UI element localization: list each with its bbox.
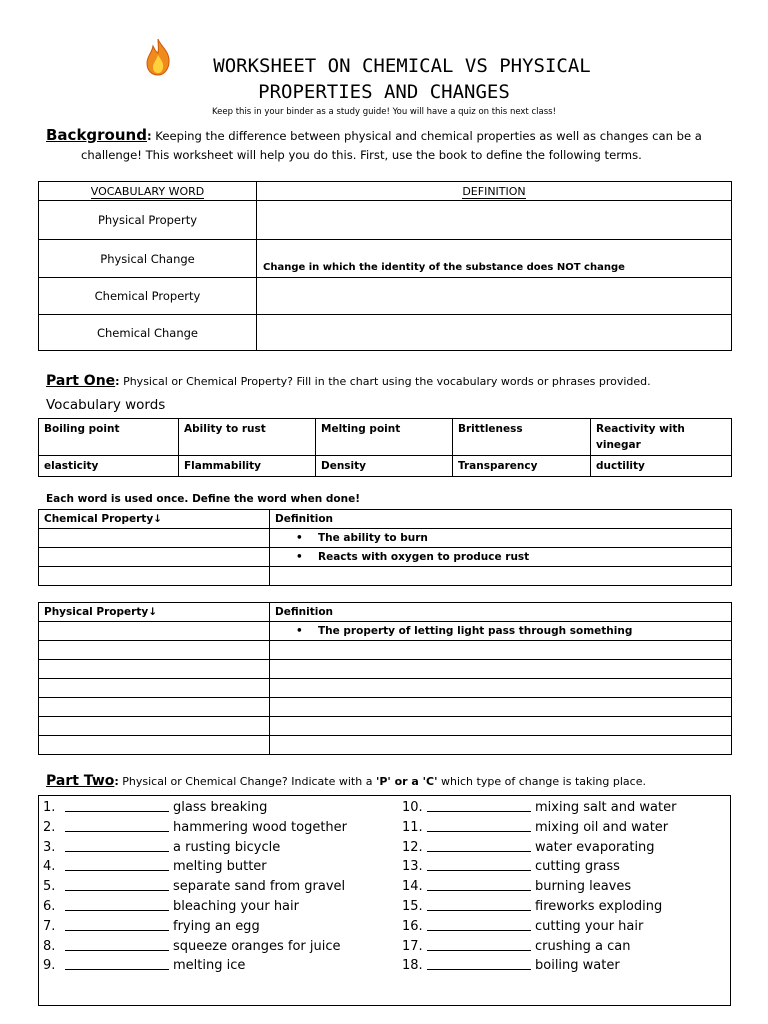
- vocab-word: Brittleness: [453, 419, 591, 456]
- question-number: 6.: [43, 898, 56, 914]
- question-text: a rusting bicycle: [173, 839, 281, 855]
- question-number: 18.: [402, 958, 423, 974]
- question-text: separate sand from gravel: [173, 879, 346, 895]
- vocabulary-word: Chemical Change: [39, 315, 257, 351]
- part-two-text-b: which type of change is taking place.: [437, 775, 646, 788]
- list-item: [402, 820, 676, 840]
- table-row: [39, 278, 732, 315]
- subtitle: Keep this in your binder as a study guide! You will have a quiz on this next class!: [212, 107, 556, 117]
- definition-cell[interactable]: Change in which the identity of the substance does NOT change: [257, 240, 732, 278]
- list-item: [402, 859, 676, 879]
- answer-blank[interactable]: [427, 820, 531, 832]
- question-text: water evaporating: [535, 839, 655, 855]
- table-row: [39, 641, 732, 660]
- table-row: [39, 240, 732, 278]
- list-item: [43, 840, 347, 860]
- answer-blank[interactable]: [427, 899, 531, 911]
- answer-blank[interactable]: [427, 879, 531, 891]
- vocab-word: Boiling point: [39, 419, 179, 456]
- background-text-2: challenge! This worksheet will help you do this. First, use the book to define the following terms.: [81, 148, 642, 162]
- definition-cell[interactable]: [270, 679, 732, 698]
- definition-cell: [270, 622, 732, 641]
- question-number: 7.: [43, 918, 56, 934]
- question-number: 17.: [402, 938, 423, 954]
- list-item: [402, 939, 676, 959]
- definition-cell[interactable]: [270, 567, 732, 586]
- answer-blank[interactable]: [65, 939, 169, 951]
- change-question-box: [38, 795, 731, 1006]
- part-one-text: Physical or Chemical Property? Fill in the chart using the vocabulary words or phrases provided.: [119, 375, 651, 388]
- definition-text: Reacts with oxygen to produce rust: [318, 551, 530, 563]
- definition-text: The property of letting light pass through something: [318, 625, 633, 637]
- answer-blank[interactable]: [427, 800, 531, 812]
- definition-cell[interactable]: [270, 717, 732, 736]
- table-header-row: [39, 603, 732, 622]
- definition-cell[interactable]: [257, 278, 732, 315]
- list-item: [402, 800, 676, 820]
- question-text: crushing a can: [535, 938, 631, 954]
- list-item: [43, 820, 347, 840]
- list-item: [402, 879, 676, 899]
- vocabulary-words-heading: Vocabulary words: [46, 397, 166, 413]
- table-row: [39, 201, 732, 240]
- answer-blank[interactable]: [65, 958, 169, 970]
- property-answer-cell[interactable]: [39, 529, 270, 548]
- definition-cell[interactable]: [270, 660, 732, 679]
- vocabulary-word: Physical Change: [39, 240, 257, 278]
- answer-blank[interactable]: [65, 859, 169, 871]
- property-answer-cell[interactable]: [39, 717, 270, 736]
- background-text-1: Keeping the difference between physical and chemical properties as well as changes can be a: [151, 129, 702, 143]
- definition-cell[interactable]: [270, 698, 732, 717]
- column-header-physical-property: Physical Property↓: [39, 603, 270, 622]
- question-column-right: [402, 800, 676, 978]
- table-row: [39, 698, 732, 717]
- table-row: [39, 315, 732, 351]
- table-row: [39, 548, 732, 567]
- part-two-text-a: Physical or Chemical Change? Indicate with a: [118, 775, 376, 788]
- vocab-word: Flammability: [179, 456, 316, 477]
- vocabulary-word: Chemical Property: [39, 278, 257, 315]
- background-heading: Background: [46, 126, 147, 144]
- question-number: 1.: [43, 800, 56, 815]
- column-header-chemical-property: Chemical Property↓: [39, 510, 270, 529]
- question-number: 11.: [402, 819, 423, 835]
- column-header-definition: Definition: [270, 510, 732, 529]
- table-row: [39, 419, 732, 456]
- list-item: [43, 958, 347, 978]
- column-header-definition: DEFINITION: [257, 182, 732, 201]
- answer-blank[interactable]: [65, 919, 169, 931]
- question-text: cutting grass: [535, 859, 620, 875]
- part-one-heading: Part One: [46, 373, 116, 389]
- table-header-row: [39, 182, 732, 201]
- list-item: [43, 939, 347, 959]
- definition-text: The ability to burn: [318, 532, 428, 544]
- p-marker: 'P': [375, 775, 391, 788]
- table-header-row: [39, 510, 732, 529]
- question-text: frying an egg: [173, 918, 260, 934]
- question-number: 10.: [402, 800, 423, 815]
- bullet: •: [296, 551, 303, 563]
- question-number: 5.: [43, 879, 56, 895]
- definition-cell: [270, 548, 732, 567]
- answer-blank[interactable]: [427, 840, 531, 852]
- answer-blank[interactable]: [65, 820, 169, 832]
- part-two-heading: Part Two: [46, 773, 115, 789]
- question-number: 16.: [402, 918, 423, 934]
- answer-blank[interactable]: [65, 800, 169, 812]
- table-row: [39, 567, 732, 586]
- chemical-property-table: [38, 509, 732, 586]
- physical-property-table: [38, 602, 732, 755]
- question-number: 8.: [43, 938, 56, 954]
- question-text: hammering wood together: [173, 819, 348, 835]
- vocab-word: Transparency: [453, 456, 591, 477]
- property-answer-cell[interactable]: [39, 660, 270, 679]
- answer-blank[interactable]: [427, 958, 531, 970]
- vocab-word: Ability to rust: [179, 419, 316, 456]
- question-text: burning leaves: [535, 879, 632, 895]
- list-item: [43, 800, 347, 820]
- answer-blank[interactable]: [65, 879, 169, 891]
- definition-cell[interactable]: [270, 641, 732, 660]
- question-number: 3.: [43, 839, 56, 855]
- property-answer-cell[interactable]: [39, 567, 270, 586]
- table-row: [39, 717, 732, 736]
- list-item: [43, 859, 347, 879]
- list-item: [43, 899, 347, 919]
- property-answer-cell[interactable]: [39, 736, 270, 755]
- table-row: [39, 660, 732, 679]
- question-number: 13.: [402, 859, 423, 875]
- list-item: [43, 919, 347, 939]
- property-answer-cell[interactable]: [39, 698, 270, 717]
- part-one-instructions: Part One: Physical or Chemical Property? Fill in the chart using the vocabulary words or phrases provided.: [46, 373, 651, 389]
- definition-cell[interactable]: [257, 201, 732, 240]
- question-text: boiling water: [535, 958, 620, 974]
- question-number: 12.: [402, 839, 423, 855]
- instruction-note: Each word is used once. Define the word when done!: [46, 493, 361, 505]
- bullet: •: [296, 532, 303, 544]
- table-row: [39, 679, 732, 698]
- title-line-2: PROPERTIES AND CHANGES: [258, 81, 510, 103]
- list-item: [402, 899, 676, 919]
- question-text: melting ice: [173, 958, 246, 974]
- column-header-vocabulary-word: VOCABULARY WORD: [39, 182, 257, 201]
- c-marker: 'C': [422, 775, 438, 788]
- column-header-definition: Definition: [270, 603, 732, 622]
- table-row: [39, 622, 732, 641]
- bullet: •: [296, 625, 303, 637]
- answer-blank[interactable]: [427, 859, 531, 871]
- question-text: fireworks exploding: [535, 898, 663, 914]
- question-text: bleaching your hair: [173, 898, 299, 914]
- table-row: [39, 736, 732, 755]
- question-number: 9.: [43, 958, 56, 974]
- background-paragraph: Background: Keeping the difference between physical and chemical properties as well as changes can be a: [46, 126, 702, 144]
- vocab-word: Density: [316, 456, 453, 477]
- question-number: 4.: [43, 859, 56, 875]
- question-text: mixing oil and water: [535, 819, 669, 835]
- question-text: melting butter: [173, 859, 267, 875]
- vocab-word: Melting point: [316, 419, 453, 456]
- vocabulary-word: Physical Property: [39, 201, 257, 240]
- definition-cell[interactable]: [257, 315, 732, 351]
- list-item: [402, 958, 676, 978]
- property-answer-cell[interactable]: [39, 641, 270, 660]
- list-item: [402, 840, 676, 860]
- answer-blank[interactable]: [427, 919, 531, 931]
- vocabulary-words-table: [38, 418, 732, 477]
- vocab-word: elasticity: [39, 456, 179, 477]
- question-text: cutting your hair: [535, 918, 644, 934]
- part-two-instructions: Part Two: Physical or Chemical Change? Indicate with a 'P' or a 'C' which type of change is taking place.: [46, 773, 646, 789]
- property-answer-cell[interactable]: [39, 622, 270, 641]
- property-answer-cell[interactable]: [39, 548, 270, 567]
- list-item: [402, 919, 676, 939]
- question-column-left: [43, 800, 347, 978]
- table-row: [39, 529, 732, 548]
- definition-cell: [270, 529, 732, 548]
- vocabulary-definition-table: [38, 181, 732, 351]
- definition-cell[interactable]: [270, 736, 732, 755]
- vocab-word: ductility: [591, 456, 732, 477]
- table-row: [39, 456, 732, 477]
- answer-blank[interactable]: [65, 899, 169, 911]
- property-answer-cell[interactable]: [39, 679, 270, 698]
- question-text: mixing salt and water: [535, 800, 677, 815]
- title-line-1: WORKSHEET ON CHEMICAL VS PHYSICAL: [213, 55, 591, 77]
- question-text: squeeze oranges for juice: [173, 938, 341, 954]
- vocab-word: Reactivity with vinegar: [591, 419, 732, 456]
- question-number: 15.: [402, 898, 423, 914]
- answer-blank[interactable]: [427, 939, 531, 951]
- question-text: glass breaking: [173, 800, 268, 815]
- or-text: or a: [390, 775, 423, 788]
- list-item: [43, 879, 347, 899]
- answer-blank[interactable]: [65, 840, 169, 852]
- question-number: 2.: [43, 819, 56, 835]
- question-number: 14.: [402, 879, 423, 895]
